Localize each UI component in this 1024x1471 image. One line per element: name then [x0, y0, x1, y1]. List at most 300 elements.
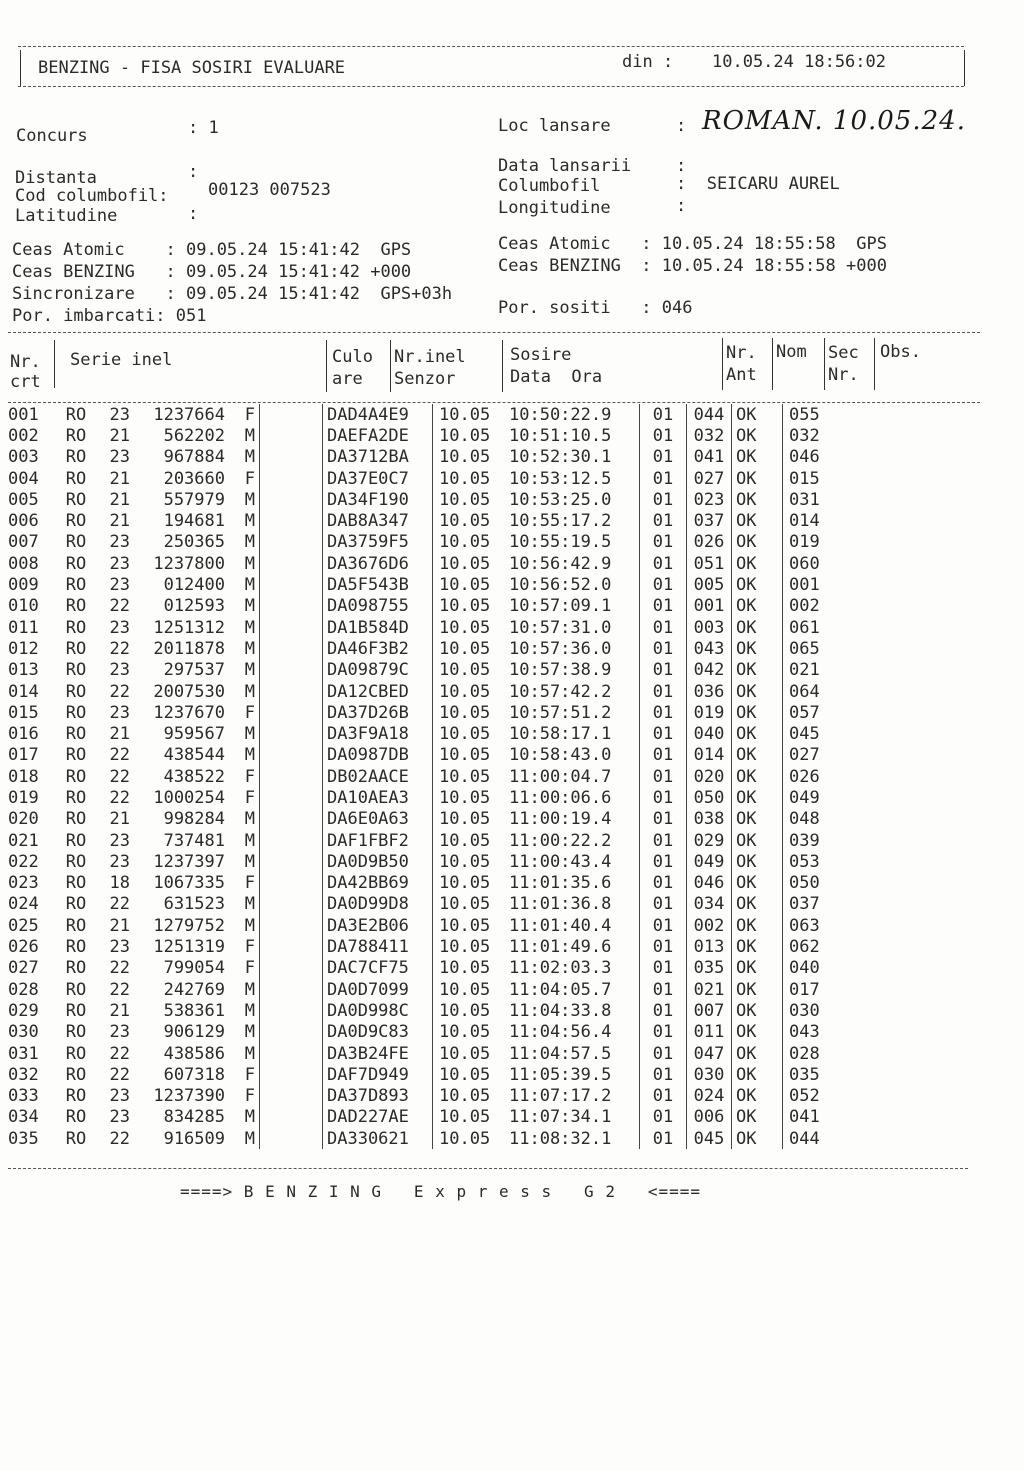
col-divider: [772, 338, 773, 390]
porumbei-imbarcati: Por. imbarcati: 051: [12, 306, 207, 326]
cell-sec: OK: [732, 915, 783, 936]
table-row: [8, 617, 849, 638]
cell-time: 11:04:56.4: [509, 1022, 612, 1043]
cell-col: [260, 958, 323, 979]
table-row: [8, 702, 849, 723]
cell-time: 10:52:30.1: [509, 447, 612, 468]
cell-ant: 01: [640, 681, 687, 702]
cell-obs: 037: [783, 894, 850, 915]
table-row: [8, 830, 849, 851]
cell-time: 11:00:04.7: [509, 766, 612, 787]
cell-nr: 033: [8, 1086, 39, 1107]
cell-time: 10:53:25.0: [509, 489, 612, 510]
col-header-nrinel: Nr.inel Senzor: [394, 347, 466, 389]
table-row: [8, 404, 849, 425]
table-row: [8, 1000, 849, 1021]
cell-yy: 23: [109, 851, 130, 872]
col-divider: [390, 340, 391, 392]
col-divider: [824, 338, 825, 390]
cell-cc: RO: [65, 830, 87, 851]
cell-cc: RO: [65, 702, 87, 723]
loc-lansare-handwritten: ROMAN. 10.05.24.: [702, 106, 966, 136]
cell-ring: 1237390: [153, 1086, 225, 1107]
cell-time: 10:57:31.0: [509, 617, 612, 638]
cell-time: 11:01:35.6: [509, 873, 612, 894]
cell-yy: 23: [109, 447, 130, 468]
cell-nr: 011: [8, 617, 39, 638]
table-header-bottom-rule: [8, 402, 980, 403]
distanta-value: :: [188, 162, 199, 182]
col-divider: [874, 338, 875, 390]
cell-cc: RO: [65, 532, 87, 553]
cell-col: [260, 936, 323, 957]
cell-sensor: DA3712BA: [327, 447, 409, 468]
cell-sec: OK: [732, 1000, 783, 1021]
cell-nom: 050: [687, 787, 732, 808]
cell-cc: RO: [65, 1107, 87, 1128]
cell-sensor: DA42BB69: [327, 873, 409, 894]
cell-ring: 1067335: [153, 873, 225, 894]
cell-sex: M: [244, 1022, 255, 1043]
cell-sex: F: [244, 958, 255, 979]
cell-nr: 025: [8, 915, 39, 936]
cod-columbofil-label: Cod columbofil:: [15, 186, 169, 206]
cell-obs: 050: [783, 873, 850, 894]
header-top-border: [18, 46, 964, 47]
cell-yy: 22: [109, 681, 130, 702]
cell-cc: RO: [65, 1086, 87, 1107]
cell-cc: RO: [65, 873, 87, 894]
cell-nr: 023: [8, 873, 39, 894]
cell-col: [260, 532, 323, 553]
cell-nr: 031: [8, 1043, 39, 1064]
col-header-sosire: Sosire Data Ora: [510, 345, 603, 387]
cell-yy: 23: [109, 575, 130, 596]
cell-sensor: DAF1FBF2: [327, 830, 409, 851]
cell-ant: 01: [640, 766, 687, 787]
table-row: [8, 468, 849, 489]
col-header-obs: Obs.: [880, 342, 921, 362]
cell-ant: 01: [640, 809, 687, 830]
cell-date: 10.05: [433, 1022, 510, 1043]
cell-date: 10.05: [433, 574, 510, 595]
cell-yy: 22: [109, 787, 130, 808]
cell-ant: 01: [640, 425, 687, 446]
cell-yy: 23: [109, 660, 130, 681]
cell-sec: OK: [732, 404, 783, 425]
cell-nr: 024: [8, 894, 39, 915]
cell-sex: M: [244, 425, 255, 446]
cell-ring: 1251319: [153, 937, 225, 958]
cell-col: [260, 638, 323, 659]
cell-ring: 250365: [163, 532, 225, 553]
cell-nr: 009: [8, 575, 39, 596]
clock-right-atomic: Ceas Atomic : 10.05.24 18:55:58 GPS: [498, 234, 887, 254]
cell-yy: 23: [109, 830, 130, 851]
cell-ring: 438544: [163, 745, 225, 766]
cell-time: 11:05:39.5: [509, 1064, 612, 1085]
cell-obs: 021: [783, 660, 850, 681]
table-row: [8, 1128, 849, 1149]
porumbei-sositi: Por. sositi : 046: [498, 298, 693, 318]
cell-yy: 22: [109, 745, 130, 766]
cell-ring: 1000254: [153, 787, 225, 808]
clock-left-atomic: Ceas Atomic : 09.05.24 15:41:42 GPS: [12, 240, 412, 260]
cell-cc: RO: [65, 638, 87, 659]
cell-date: 10.05: [433, 425, 510, 446]
table-row: [8, 766, 849, 787]
data-lansarii-value: :: [676, 156, 687, 176]
cell-sex: M: [244, 617, 255, 638]
cell-sensor: DA3E2B06: [327, 915, 409, 936]
col-header-culoare: Culo are: [332, 347, 373, 389]
cell-nom: 013: [687, 936, 732, 957]
cell-ant: 01: [640, 1064, 687, 1085]
cell-nr: 001: [8, 404, 39, 425]
cell-sec: OK: [732, 723, 783, 744]
cell-cc: RO: [65, 851, 87, 872]
cell-sex: M: [244, 447, 255, 468]
cell-obs: 028: [783, 1043, 850, 1064]
cell-ant: 01: [640, 894, 687, 915]
cell-sec: OK: [732, 468, 783, 489]
cell-ring: 297537: [163, 660, 225, 681]
cell-yy: 23: [109, 1086, 130, 1107]
table-row: [8, 723, 849, 744]
distanta-label: Distanta: [15, 168, 97, 188]
cell-time: 11:00:22.2: [509, 830, 612, 851]
cell-nr: 006: [8, 511, 39, 532]
cell-sec: OK: [732, 1022, 783, 1043]
cell-date: 10.05: [433, 936, 510, 957]
cell-cc: RO: [65, 724, 87, 745]
col-header-nom: Nom: [776, 342, 807, 362]
cell-ring: 1251312: [153, 617, 225, 638]
cell-yy: 22: [109, 1128, 130, 1149]
cell-sensor: DAD227AE: [327, 1107, 409, 1128]
cell-time: 11:00:06.6: [509, 787, 612, 808]
cell-sec: OK: [732, 873, 783, 894]
cell-cc: RO: [65, 681, 87, 702]
cell-yy: 22: [109, 894, 130, 915]
cell-time: 11:00:43.4: [509, 851, 612, 872]
cell-sex: F: [244, 702, 255, 723]
cell-cc: RO: [65, 447, 87, 468]
cell-nom: 034: [687, 894, 732, 915]
cell-obs: 055: [783, 404, 850, 425]
cell-ant: 01: [640, 660, 687, 681]
table-row: [8, 447, 849, 468]
cell-col: [260, 915, 323, 936]
cell-date: 10.05: [433, 468, 510, 489]
cell-sec: OK: [732, 489, 783, 510]
cell-nom: 051: [687, 553, 732, 574]
cell-sex: M: [244, 489, 255, 510]
cell-time: 10:57:09.1: [509, 596, 612, 617]
cell-sec: OK: [732, 702, 783, 723]
cell-ring: 1237397: [153, 851, 225, 872]
cell-obs: 015: [783, 468, 850, 489]
cell-date: 10.05: [433, 638, 510, 659]
cell-cc: RO: [65, 553, 87, 574]
cell-nr: 017: [8, 745, 39, 766]
cell-nr: 004: [8, 468, 39, 489]
cell-col: [260, 468, 323, 489]
col-divider: [722, 338, 723, 390]
cell-sensor: DA34F190: [327, 489, 409, 510]
cell-cc: RO: [65, 1064, 87, 1085]
cell-nr: 015: [8, 702, 39, 723]
cell-nom: 024: [687, 1086, 732, 1107]
cell-yy: 23: [109, 937, 130, 958]
cell-date: 10.05: [433, 1128, 510, 1149]
cell-sensor: DB02AACE: [327, 766, 409, 787]
cell-time: 11:08:32.1: [509, 1128, 612, 1149]
cell-sex: F: [244, 1064, 255, 1085]
cell-time: 10:58:43.0: [509, 745, 612, 766]
cell-sex: M: [244, 724, 255, 745]
cell-col: [260, 702, 323, 723]
cell-ant: 01: [640, 958, 687, 979]
cell-col: [260, 1022, 323, 1043]
cell-date: 10.05: [433, 766, 510, 787]
cell-cc: RO: [65, 787, 87, 808]
columbofil-value: : SEICARU AUREL: [676, 174, 840, 194]
cell-sec: OK: [732, 660, 783, 681]
cell-col: [260, 596, 323, 617]
data-lansarii-label: Data lansarii: [498, 156, 632, 176]
cell-nom: 044: [687, 404, 732, 425]
cell-sec: OK: [732, 1043, 783, 1064]
cell-obs: 039: [783, 830, 850, 851]
cell-time: 11:04:57.5: [509, 1043, 612, 1064]
cell-sex: M: [244, 915, 255, 936]
cell-date: 10.05: [433, 958, 510, 979]
cell-sec: OK: [732, 1086, 783, 1107]
cell-col: [260, 809, 323, 830]
cell-ring: 998284: [163, 809, 225, 830]
cell-sex: M: [244, 809, 255, 830]
cell-obs: 030: [783, 1000, 850, 1021]
cell-date: 10.05: [433, 532, 510, 553]
cell-sensor: DAB8A347: [327, 511, 409, 532]
cell-nom: 037: [687, 510, 732, 531]
table-row: [8, 979, 849, 1000]
cell-nr: 016: [8, 724, 39, 745]
cell-cc: RO: [65, 745, 87, 766]
cell-time: 11:01:49.6: [509, 937, 612, 958]
cell-ring: 012400: [163, 575, 225, 596]
cell-ring: 1237664: [153, 404, 225, 425]
cell-sec: OK: [732, 830, 783, 851]
cell-obs: 060: [783, 553, 850, 574]
cell-time: 11:01:40.4: [509, 915, 612, 936]
cell-nom: 026: [687, 532, 732, 553]
cell-yy: 23: [109, 532, 130, 553]
cell-date: 10.05: [433, 1043, 510, 1064]
cell-sensor: DA09879C: [327, 660, 409, 681]
cell-cc: RO: [65, 979, 87, 1000]
cell-sensor: DA098755: [327, 596, 409, 617]
cell-col: [260, 873, 323, 894]
cell-col: [260, 745, 323, 766]
cell-obs: 031: [783, 489, 850, 510]
cell-ant: 01: [640, 936, 687, 957]
cell-sensor: DA788411: [327, 937, 409, 958]
cell-nom: 003: [687, 617, 732, 638]
cell-obs: 014: [783, 510, 850, 531]
cell-date: 10.05: [433, 660, 510, 681]
cell-nom: 002: [687, 915, 732, 936]
cell-sec: OK: [732, 553, 783, 574]
report-date-value: 10.05.24 18:56:02: [712, 52, 886, 72]
cell-sex: M: [244, 1000, 255, 1021]
table-row: [8, 745, 849, 766]
cell-yy: 22: [109, 766, 130, 787]
cell-col: [260, 553, 323, 574]
cell-nom: 006: [687, 1107, 732, 1128]
cell-obs: 053: [783, 851, 850, 872]
cell-date: 10.05: [433, 830, 510, 851]
cell-sensor: DA3676D6: [327, 553, 409, 574]
cell-yy: 23: [109, 617, 130, 638]
col-divider: [326, 340, 327, 392]
cell-nom: 027: [687, 468, 732, 489]
cell-sex: M: [244, 575, 255, 596]
cell-col: [260, 851, 323, 872]
cell-yy: 23: [109, 1022, 130, 1043]
cell-sec: OK: [732, 979, 783, 1000]
cell-sec: OK: [732, 851, 783, 872]
cell-ant: 01: [640, 447, 687, 468]
cell-sec: OK: [732, 447, 783, 468]
col-divider: [502, 340, 503, 392]
cell-nr: 021: [8, 830, 39, 851]
cell-col: [260, 894, 323, 915]
cell-ant: 01: [640, 638, 687, 659]
cell-ant: 01: [640, 1000, 687, 1021]
cell-col: [260, 425, 323, 446]
cell-nom: 041: [687, 447, 732, 468]
cell-col: [260, 766, 323, 787]
cell-sec: OK: [732, 809, 783, 830]
cell-sec: OK: [732, 425, 783, 446]
cell-ring: 737481: [163, 830, 225, 851]
cell-yy: 21: [109, 809, 130, 830]
cell-ring: 438586: [163, 1043, 225, 1064]
cell-yy: 21: [109, 468, 130, 489]
cell-sensor: DA0987DB: [327, 745, 409, 766]
cell-yy: 22: [109, 1043, 130, 1064]
cell-obs: 064: [783, 681, 850, 702]
cell-cc: RO: [65, 1000, 87, 1021]
cell-ant: 01: [640, 532, 687, 553]
cell-time: 10:50:22.9: [509, 404, 612, 425]
cell-ring: 916509: [163, 1128, 225, 1149]
cell-ring: 012593: [163, 596, 225, 617]
cell-ant: 01: [640, 553, 687, 574]
cell-time: 11:00:19.4: [509, 809, 612, 830]
cell-ant: 01: [640, 468, 687, 489]
table-row: [8, 553, 849, 574]
cell-date: 10.05: [433, 681, 510, 702]
cell-obs: 019: [783, 532, 850, 553]
cell-nom: 045: [687, 1128, 732, 1149]
cell-ring: 631523: [163, 894, 225, 915]
cell-cc: RO: [65, 958, 87, 979]
cell-nr: 035: [8, 1128, 39, 1149]
cell-ant: 01: [640, 787, 687, 808]
cell-nr: 029: [8, 1000, 39, 1021]
cell-sec: OK: [732, 596, 783, 617]
cell-nr: 010: [8, 596, 39, 617]
cell-sex: M: [244, 638, 255, 659]
cell-date: 10.05: [433, 809, 510, 830]
cell-nr: 012: [8, 638, 39, 659]
cell-date: 10.05: [433, 1086, 510, 1107]
cell-yy: 21: [109, 511, 130, 532]
cell-col: [260, 830, 323, 851]
cell-obs: 032: [783, 425, 850, 446]
cell-sex: M: [244, 851, 255, 872]
cell-sensor: DA5F543B: [327, 575, 409, 596]
cell-col: [260, 1064, 323, 1085]
cell-nr: 014: [8, 681, 39, 702]
cell-sensor: DA0D998C: [327, 1000, 409, 1021]
cell-obs: 001: [783, 574, 850, 595]
cell-obs: 063: [783, 915, 850, 936]
cell-date: 10.05: [433, 617, 510, 638]
cell-date: 10.05: [433, 1107, 510, 1128]
latitudine-value: :: [188, 204, 199, 224]
report-date-label: din :: [622, 52, 674, 72]
cell-ant: 01: [640, 489, 687, 510]
cell-yy: 21: [109, 489, 130, 510]
cell-ant: 01: [640, 873, 687, 894]
report-title: BENZING - FISA SOSIRI EVALUARE: [38, 58, 346, 78]
cell-obs: 002: [783, 596, 850, 617]
cell-time: 11:07:34.1: [509, 1107, 612, 1128]
cell-sex: F: [244, 937, 255, 958]
cell-nr: 028: [8, 979, 39, 1000]
cell-obs: 040: [783, 958, 850, 979]
cell-nr: 013: [8, 660, 39, 681]
col-header-serie: Serie inel: [70, 350, 173, 370]
table-row: [8, 638, 849, 659]
cell-cc: RO: [65, 511, 87, 532]
cell-obs: 043: [783, 1022, 850, 1043]
cell-ring: 906129: [163, 1022, 225, 1043]
clock-left-sync: Sincronizare : 09.05.24 15:41:42 GPS+03h: [12, 284, 453, 304]
cell-sex: F: [244, 787, 255, 808]
cell-date: 10.05: [433, 702, 510, 723]
col-header-nr: Nr. crt: [10, 352, 41, 392]
cell-sec: OK: [732, 681, 783, 702]
cell-time: 11:04:05.7: [509, 979, 612, 1000]
cell-col: [260, 1086, 323, 1107]
cell-col: [260, 447, 323, 468]
cell-cc: RO: [65, 596, 87, 617]
cell-nom: 040: [687, 723, 732, 744]
table-row: [8, 1064, 849, 1085]
cell-col: [260, 787, 323, 808]
footer-banner: ====> B E N Z I N G E x p r e s s G 2 <====: [180, 1182, 702, 1201]
cell-ant: 01: [640, 510, 687, 531]
cell-nr: 026: [8, 937, 39, 958]
cell-sensor: DA37E0C7: [327, 468, 409, 489]
cod-columbofil-value: 00123 007523: [208, 180, 331, 200]
cell-sex: M: [244, 1043, 255, 1064]
